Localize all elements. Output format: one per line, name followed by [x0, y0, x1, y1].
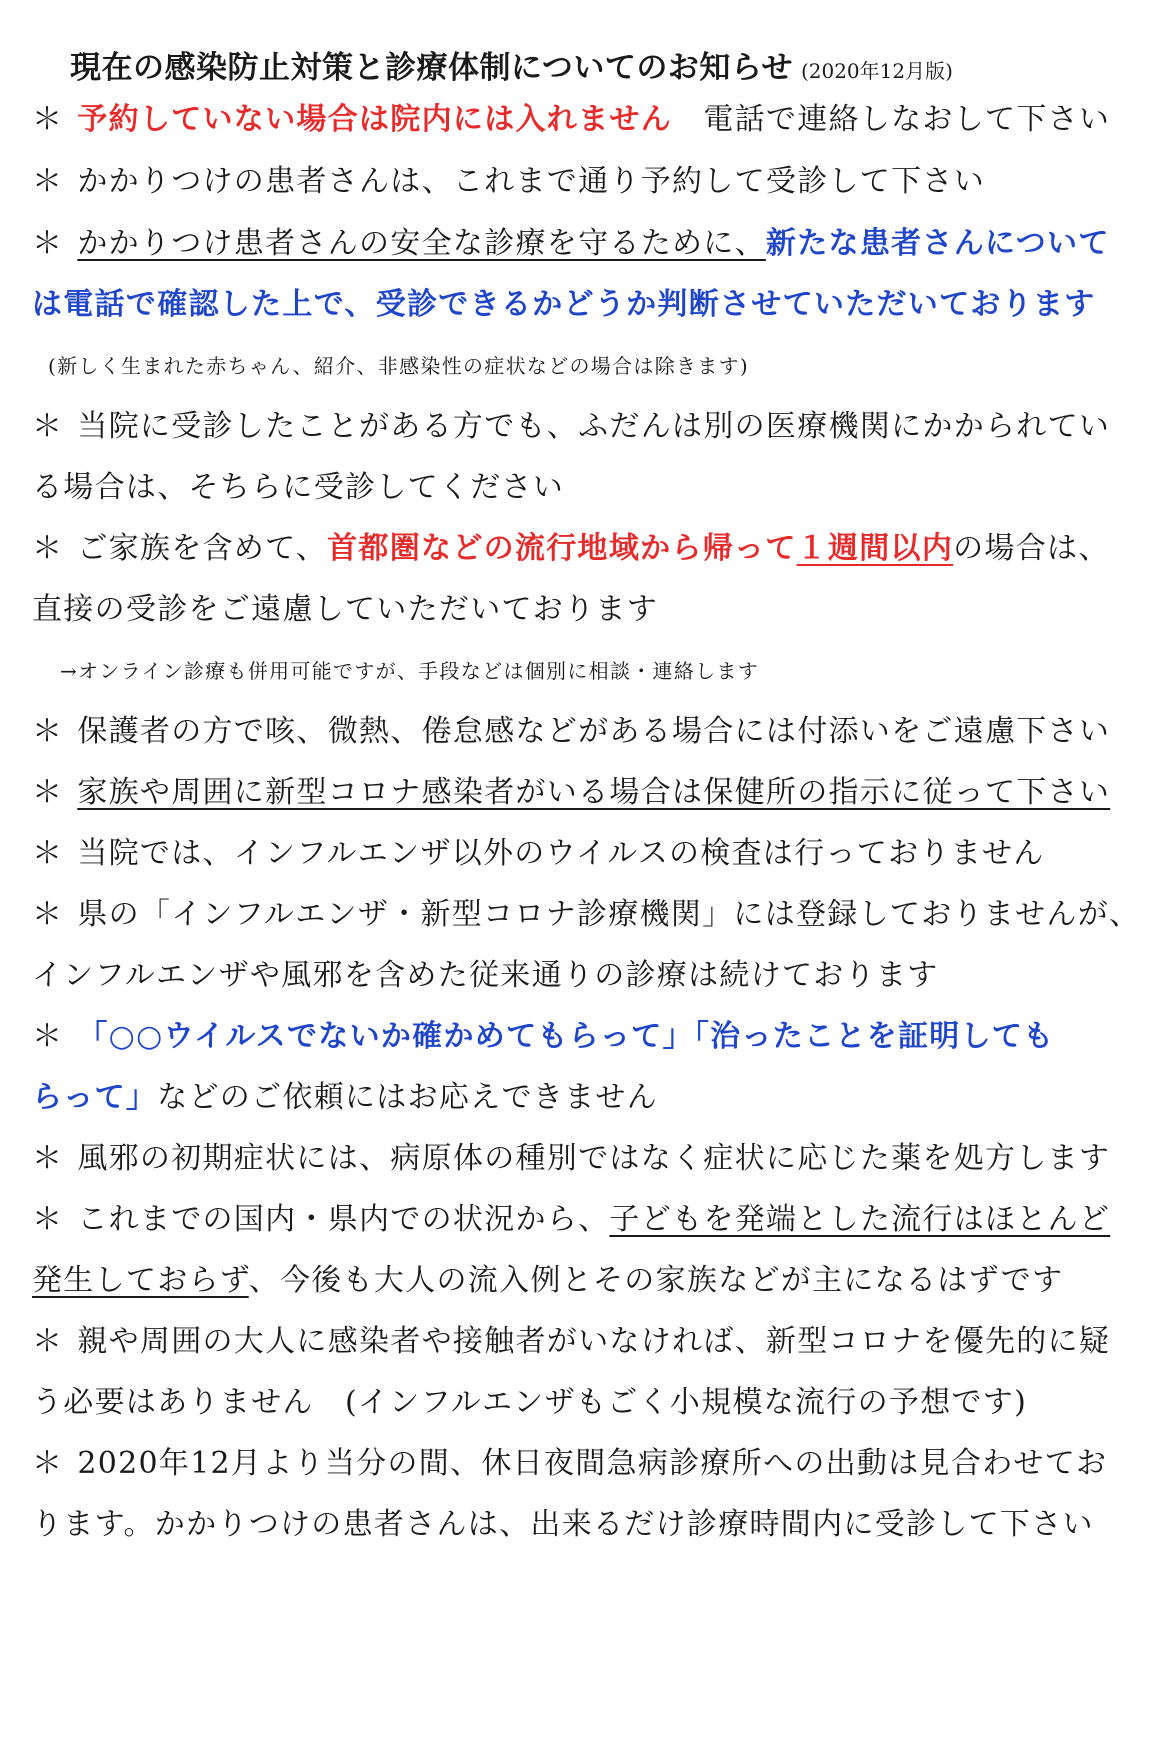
notice-item-5 [32, 529, 1142, 569]
new-patient-notice-cont: は電話で確認した上で、受診できるかどうか判断させていただいております [32, 287, 1096, 322]
notice-item-12 [32, 1200, 1142, 1240]
notice-item-3-note [48, 346, 1158, 386]
notice-item-9 [32, 895, 1142, 935]
bullet-mark: ＊ [32, 1141, 64, 1176]
item-text-cont: う必要はありません (インフルエンザもごく小規模な流行の予想です) [32, 1385, 1028, 1420]
edition-label: (2020年12月版) [800, 59, 953, 83]
notice-item-3-cont [32, 285, 1142, 325]
bullet-mark: ＊ [32, 1202, 64, 1237]
no-reservation-warning: 予約していない場合は院内には入れません [77, 102, 673, 137]
bullet-mark: ＊ [32, 531, 64, 566]
item-text: 風邪の初期症状には、病原体の種別ではなく症状に応じた薬を処方します [77, 1141, 1111, 1176]
page-title: 現在の感染防止対策と診療体制についてのお知らせ [70, 50, 793, 86]
request-example: 「○○ウイルスでないか確かめてもらって」「治ったことを証明しても [77, 1019, 1055, 1054]
notice-item-5-online [60, 651, 1166, 691]
bullet-mark: ＊ [32, 775, 64, 810]
notice-item-13 [32, 1322, 1142, 1362]
underlined-text: かかりつけ患者さんの安全な診療を守るために、 [77, 226, 766, 261]
item-text: 2020年12月より当分の間、休日夜間急病診療所への出動は見合わせてお [77, 1446, 1108, 1481]
notice-item-10-cont [32, 1078, 1142, 1118]
underlined-text-cont: 発生しておらず [32, 1263, 249, 1298]
item-text: 当院では、インフルエンザ以外のウイルスの検査は行っておりません [77, 836, 1045, 871]
item-text: などのご依頼にはお応えできません [157, 1080, 659, 1115]
notice-item-5-cont [32, 590, 1142, 630]
item-text-cont: 、今後も大人の流入例とその家族などが主になるはずです [248, 1263, 1064, 1298]
online-consultation-note: →オンライン診療も併用可能ですが、手段などは個別に相談・連絡します [60, 659, 760, 683]
item-text: の場合は、 [953, 531, 1110, 566]
title-row [70, 42, 953, 87]
notice-item-2 [32, 162, 1142, 202]
notice-item-13-cont [32, 1383, 1142, 1423]
notice-item-4 [32, 407, 1142, 447]
item-text: 県の「インフルエンザ・新型コロナ診療機関」には登録しておりませんが、 [77, 897, 1141, 932]
item-text: ご家族を含めて、 [77, 531, 328, 566]
item-text: 保護者の方で咳、微熱、倦怠感などがある場合には付添いをご遠慮下さい [77, 714, 1111, 749]
bullet-mark: ＊ [32, 164, 64, 199]
item-text-cont: る場合は、そちらに受診してください [32, 470, 565, 505]
bullet-mark: ＊ [32, 1019, 64, 1054]
exception-note: (新しく生まれた赤ちゃん、紹介、非感染性の症状などの場合は除きます) [48, 354, 750, 378]
bullet-mark: ＊ [32, 897, 64, 932]
notice-item-7 [32, 773, 1142, 813]
underlined-text: 子どもを発端とした流行はほとんど [609, 1202, 1111, 1237]
bullet-mark: ＊ [32, 226, 64, 261]
notice-item-11 [32, 1139, 1142, 1179]
notice-item-12-cont [32, 1261, 1142, 1301]
new-patient-notice: 新たな患者さんについて [765, 226, 1110, 261]
one-week-warning: １週間以内 [796, 531, 954, 566]
notice-item-3 [32, 224, 1142, 264]
bullet-mark: ＊ [32, 714, 64, 749]
bullet-mark: ＊ [32, 1324, 64, 1359]
notice-item-6 [32, 712, 1142, 752]
notice-item-1 [32, 100, 1142, 140]
request-example-cont: らって」 [32, 1080, 158, 1115]
item-text: かかりつけの患者さんは、これまで通り予約して受診して下さい [77, 164, 986, 199]
bullet-mark: ＊ [32, 836, 64, 871]
item-text-cont: ります。かかりつけの患者さんは、出来るだけ診療時間内に受診して下さい [32, 1507, 1094, 1542]
underlined-text: 家族や周囲に新型コロナ感染者がいる場合は保健所の指示に従って下さい [77, 775, 1111, 810]
notice-item-10 [32, 1017, 1142, 1057]
notice-item-14-cont [32, 1505, 1142, 1545]
bullet-mark: ＊ [32, 409, 64, 444]
item-text: 当院に受診したことがある方でも、ふだんは別の医療機関にかかられてい [77, 409, 1111, 444]
bullet-mark: ＊ [32, 1446, 64, 1481]
call-again-text: 電話で連絡しなおして下さい [672, 102, 1111, 137]
item-text-cont: 直接の受診をご遠慮していただいております [32, 592, 658, 627]
item-text: これまでの国内・県内での状況から、 [77, 1202, 610, 1237]
notice-item-4-cont [32, 468, 1142, 508]
travel-warning: 首都圏などの流行地域から帰って [327, 531, 797, 566]
item-text-cont: インフルエンザや風邪を含めた従来通りの診療は続けております [32, 958, 939, 993]
item-text: 親や周囲の大人に感染者や接触者がいなければ、新型コロナを優先的に疑 [77, 1324, 1111, 1359]
notice-item-14 [32, 1444, 1142, 1484]
notice-item-8 [32, 834, 1142, 874]
bullet-mark: ＊ [32, 102, 64, 137]
notice-item-9-cont [32, 956, 1142, 996]
